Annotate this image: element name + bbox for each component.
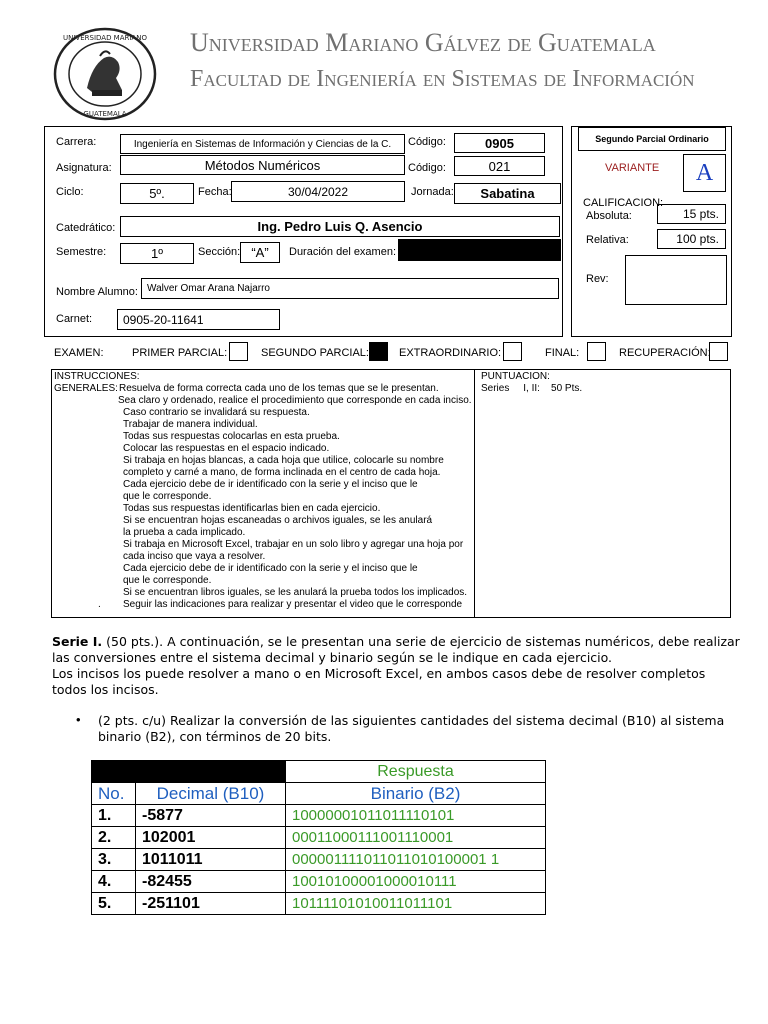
instruction-line: cada inciso que vaya a resolver. — [123, 551, 266, 562]
university-seal — [52, 26, 158, 122]
row-binario: 000001111011011010100001 1 — [286, 849, 546, 871]
carnet-label: Carnet: — [56, 313, 93, 325]
jornada-label: Jornada: — [411, 186, 454, 198]
codigo2-field: 021 — [454, 156, 545, 176]
carnet-field: 0905-20-11641 — [117, 309, 280, 330]
instruction-line: Cada ejercicio debe de ir identificado con la serie y el inciso que le — [123, 479, 418, 490]
bullet-symbol: • — [76, 712, 81, 727]
serie-title: Serie I. — [52, 634, 103, 649]
rev-field — [625, 255, 727, 305]
table-row — [92, 893, 546, 915]
absoluta-label: Absoluta: — [586, 210, 632, 222]
instruction-bullet: . — [98, 599, 101, 610]
asignatura-field: Métodos Numéricos — [120, 155, 405, 175]
exam-title-box: Segundo Parcial Ordinario — [578, 127, 726, 151]
instruction-line: Caso contrario se invalidará su respuesta. — [123, 407, 310, 418]
ciclo-field: 5º. — [120, 183, 194, 204]
calificacion-label: CALIFICACION: — [583, 197, 664, 209]
col-decimal-header: Decimal (B10) — [136, 783, 286, 805]
final-checkbox[interactable] — [587, 342, 606, 361]
codigo2-label: Código: — [408, 162, 446, 174]
relativa-field: 100 pts. — [657, 229, 726, 249]
serie-points: (50 pts.). — [106, 634, 164, 649]
instruction-line: que le corresponde. — [123, 491, 212, 502]
instructions-generales-label: GENERALES: — [54, 383, 118, 394]
row-decimal: -5877 — [136, 805, 286, 827]
instruction-line: Trabajar de manera individual. — [123, 419, 258, 430]
instruction-line: Si se encuentran hojas escaneadas o archivos iguales, se les anulará — [123, 515, 433, 526]
row-binario: 00011000111001110001 — [286, 827, 546, 849]
semestre-label: Semestre: — [56, 246, 107, 258]
university-title: Universidad Mariano Gálvez de Guatemala — [190, 28, 656, 57]
fecha-field: 30/04/2022 — [231, 181, 405, 202]
duracion-field-redacted — [398, 239, 561, 261]
alumno-label: Nombre Alumno: — [56, 286, 138, 298]
table-header-blank — [92, 761, 286, 783]
seccion-label: Sección: — [198, 246, 241, 258]
variante-box: A — [683, 154, 726, 192]
serie-text2: Los incisos los puede resolver a mano o en Microsoft Excel, en ambos casos debe de resolver completos todos los incisos. — [52, 666, 706, 697]
puntuacion-line: Series I, II: 50 Pts. — [481, 383, 583, 394]
variante-label: VARIANTE — [605, 162, 660, 174]
instruction-line: Si se encuentran libros iguales, se les anulará la prueba todos los implicados. — [123, 587, 468, 598]
fecha-label: Fecha: — [198, 186, 232, 198]
ciclo-label: Ciclo: — [56, 186, 84, 198]
alumno-field: Walver Omar Arana Najarro — [141, 278, 559, 299]
catedratico-field: Ing. Pedro Luis Q. Asencio — [120, 216, 560, 237]
duracion-label: Duración del examen: — [289, 246, 397, 258]
instruction-line: Todas sus respuestas colocarlas en esta prueba. — [123, 431, 340, 442]
row-binario: 10000001011011110101 — [286, 805, 546, 827]
table-row — [92, 805, 546, 827]
extra-checkbox[interactable] — [503, 342, 522, 361]
col-binario-header: Binario (B2) — [286, 783, 546, 805]
table-header — [92, 783, 546, 805]
catedratico-label: Catedrático: — [56, 222, 116, 234]
instruction-line: Si trabaja en Microsoft Excel, trabajar en un solo libro y agregar una hoja por — [123, 539, 464, 550]
row-no: 5. — [92, 893, 136, 915]
serie-intro — [52, 634, 742, 666]
svg-text:GUATEMALA: GUATEMALA — [83, 110, 127, 118]
table-row — [92, 849, 546, 871]
jornada-field: Sabatina — [454, 183, 561, 204]
row-decimal: -251101 — [136, 893, 286, 915]
instruction-line: la prueba a cada implicado. — [123, 527, 246, 538]
absoluta-field: 15 pts. — [657, 204, 726, 224]
instruction-line: Resuelva de forma correcta cada uno de los temas que se le presentan. — [119, 383, 439, 394]
conversion-table — [91, 760, 546, 915]
instruction-line: Seguir las indicaciones para realizar y presentar el video que le corresponde — [123, 599, 463, 610]
recuperacion-checkbox[interactable] — [709, 342, 728, 361]
primer-checkbox[interactable] — [229, 342, 248, 361]
table-row — [92, 827, 546, 849]
codigo1-field: 0905 — [454, 133, 545, 153]
primer-label: PRIMER PARCIAL: — [132, 347, 228, 359]
row-decimal: -82455 — [136, 871, 286, 893]
col-no-header: No. — [92, 783, 136, 805]
row-no: 2. — [92, 827, 136, 849]
serie-text1: A continuación, se le presentan una serie de ejercicio de sistemas numéricos, debe realizar las conversiones entre el sistema decimal y binario según se le indique en cada ejercicio. — [52, 634, 740, 665]
seal-graphic — [52, 26, 158, 122]
semestre-field: 1º — [120, 243, 194, 264]
row-no: 1. — [92, 805, 136, 827]
row-no: 3. — [92, 849, 136, 871]
rev-label: Rev: — [586, 273, 609, 285]
puntuacion-title: PUNTUACION: — [481, 371, 550, 382]
instruction-line: Si trabaja en hojas blancas, a cada hoja que utilice, colocarle su nombre — [123, 455, 444, 466]
serie-bullet: (2 pts. c/u) Realizar la conversión de las siguientes cantidades del sistema decimal (B10) al sistema binario (B2), con términos de 20 bits. — [98, 713, 725, 744]
row-binario: 10010100001000010111 — [286, 871, 546, 893]
carrera-label: Carrera: — [56, 136, 97, 148]
table-header-top — [92, 761, 546, 783]
row-decimal: 1011011 — [136, 849, 286, 871]
seccion-field: “A” — [240, 242, 280, 263]
recuperacion-label: RECUPERACIÓN: — [619, 347, 711, 359]
instruction-line: Colocar las respuestas en el espacio indicado. — [123, 443, 330, 454]
faculty-title: Facultad de Ingeniería en Sistemas de Información — [190, 66, 695, 92]
extra-label: EXTRAORDINARIO: — [399, 347, 502, 359]
final-label: FINAL: — [545, 347, 580, 359]
instruction-line: Cada ejercicio debe de ir identificado con la serie y el inciso que le — [123, 563, 418, 574]
relativa-label: Relativa: — [586, 234, 629, 246]
svg-text:UNIVERSIDAD MARIANO: UNIVERSIDAD MARIANO — [63, 34, 147, 42]
carrera-field: Ingeniería en Sistemas de Información y Ciencias de la C. — [120, 134, 405, 154]
examen-label: EXAMEN: — [54, 347, 104, 359]
segundo-checkbox[interactable] — [369, 342, 388, 361]
instruction-line: completo y carné a mano, de forma inclinada en el centro de cada hoja. — [123, 467, 441, 478]
codigo1-label: Código: — [408, 136, 446, 148]
row-binario: 10111101010011011101 — [286, 893, 546, 915]
instruction-line: Todas sus respuestas identificarlas bien en cada ejercicio. — [123, 503, 381, 514]
row-no: 4. — [92, 871, 136, 893]
respuesta-header: Respuesta — [286, 761, 546, 783]
instruction-line: Sea claro y ordenado, realice el procedimiento que corresponde en cada inciso. — [118, 395, 472, 406]
row-decimal: 102001 — [136, 827, 286, 849]
instructions-divider — [474, 369, 475, 618]
segundo-label: SEGUNDO PARCIAL: — [261, 347, 369, 359]
instructions-title: INSTRUCCIONES: — [54, 371, 140, 382]
instruction-line: que le corresponde. — [123, 575, 212, 586]
asignatura-label: Asignatura: — [56, 162, 112, 174]
table-row — [92, 871, 546, 893]
